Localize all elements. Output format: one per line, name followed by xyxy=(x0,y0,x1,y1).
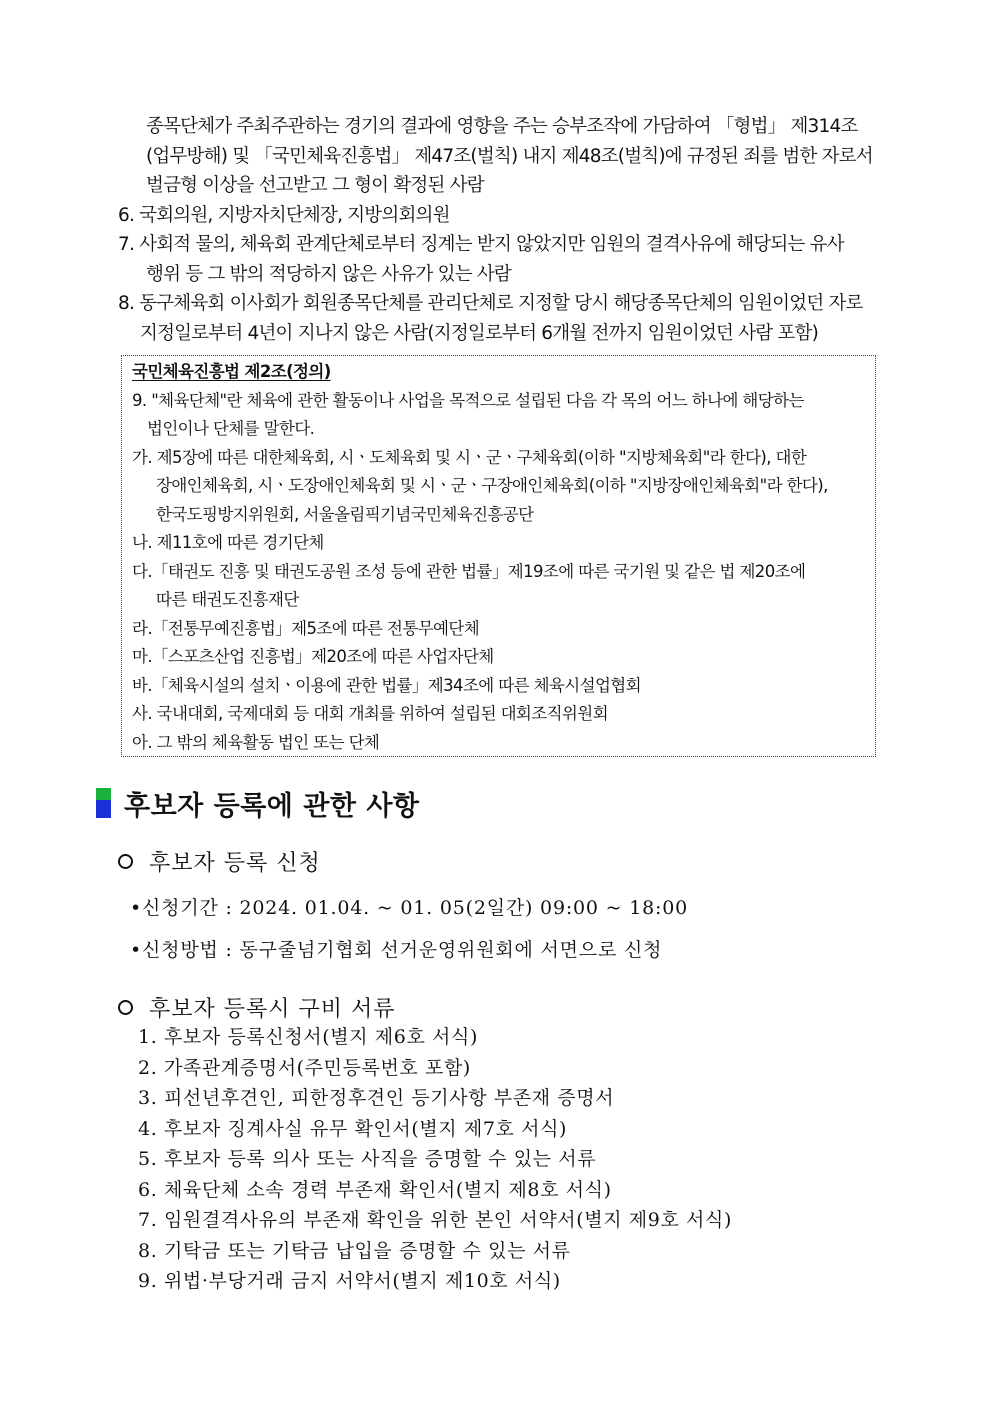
law-line: 사. 국내대회, 국제대회 등 대회 개최를 위하여 설립된 대회조직위원회 xyxy=(132,704,608,723)
clause-line: 벌금형 이상을 선고받고 그 형이 확정된 사람 xyxy=(146,175,484,196)
documents-subheading xyxy=(118,992,396,1023)
clause-item-8: 8. 동구체육회 이사회가 회원종목단체를 관리단체로 지정할 당시 해당종목단체의 임원이었던 자로 xyxy=(118,293,863,314)
disqualification-text xyxy=(118,112,898,348)
circle-bullet-icon xyxy=(118,854,133,869)
documents-heading: 후보자 등록시 구비 서류 xyxy=(149,997,396,1022)
law-line: 9. "체육단체"란 체육에 관한 활동이나 사업을 목적으로 설립된 다음 각 목의 어느 하나에 해당하는 xyxy=(132,390,804,410)
law-line: 한국도핑방지위원회, 서울올림픽기념국민체육진흥공단 xyxy=(156,504,534,524)
registration-heading: 후보자 등록 신청 xyxy=(149,851,321,876)
law-line: 나. 제11호에 따른 경기단체 xyxy=(132,533,324,552)
law-line: 바.「체육시설의 설치ㆍ이용에 관한 법률」제34조에 따른 체육시설업협회 xyxy=(132,675,641,695)
list-item: 3. 피선년후견인, 피한정후견인 등기사항 부존재 증명서 xyxy=(138,1087,615,1109)
list-item: 7. 임원결격사유의 부존재 확인을 위한 본인 서약서(별지 제9호 서식) xyxy=(138,1209,732,1231)
law-box-title: 국민체육진흥법 제2조(정의) xyxy=(132,362,331,381)
clause-line: (업무방해) 및 「국민체육진흥법」 제47조(벌칙) 내지 제48조(벌칙)에 규정된 죄를 범한 자로서 xyxy=(146,145,873,167)
list-item: 4. 후보자 징계사실 유무 확인서(별지 제7호 서식) xyxy=(138,1117,568,1140)
clause-line: 종목단체가 주최주관하는 경기의 결과에 영향을 주는 승부조작에 가담하여 「형법」 제314조 xyxy=(146,116,858,137)
clause-item-6: 6. 국회의원, 지방자치단체장, 지방의회의원 xyxy=(118,204,450,226)
circle-bullet-icon xyxy=(118,1000,133,1015)
registration-subheading xyxy=(118,846,321,877)
clause-item-8-cont: 지정일로부터 4년이 지나지 않은 사람(지정일로부터 6개월 전까지 임원이었던 사람 포함) xyxy=(140,322,818,344)
clause-item-7-cont: 행위 등 그 밖의 적당하지 않은 사유가 있는 사람 xyxy=(146,263,511,285)
law-line: 마.「스포츠산업 진흥법」제20조에 따른 사업자단체 xyxy=(132,647,494,666)
section-title: 후보자 등록에 관한 사항 xyxy=(124,790,420,822)
registration-method: •신청방법 : 동구줄넘기협회 선거운영위원회에 서면으로 신청 xyxy=(130,939,663,961)
required-documents-list xyxy=(138,1022,732,1297)
list-item: 8. 기탁금 또는 기탁금 납입을 증명할 수 있는 서류 xyxy=(138,1239,571,1262)
law-line: 라.「전통무예진흥법」제5조에 따른 전통무예단체 xyxy=(132,618,480,638)
section-marker-icon xyxy=(96,788,111,818)
section-header xyxy=(96,786,420,820)
law-line: 가. 제5장에 따른 대한체육회, 시ㆍ도체육회 및 시ㆍ군ㆍ구체육회(이하 "지방체육회"라 한다), 대한 xyxy=(132,447,807,467)
law-line: 장애인체육회, 시ㆍ도장애인체육회 및 시ㆍ군ㆍ구장애인체육회(이하 "지방장애인체육회"라 한다), xyxy=(156,476,828,495)
registration-period: •신청기간 : 2024. 01.04. ~ 01. 05(2일간) 09:00 ~ 18:00 xyxy=(130,897,688,919)
law-reference-box xyxy=(121,355,876,757)
clause-item-7: 7. 사회적 물의, 체육회 관계단체로부터 징계는 받지 않았지만 임원의 결격사유에 해당되는 유사 xyxy=(118,234,844,255)
law-line: 다.「태권도 진흥 및 태권도공원 조성 등에 관한 법률」제19조에 따른 국기원 및 같은 법 제20조에 xyxy=(132,561,806,581)
law-line: 법인이나 단체를 말한다. xyxy=(147,419,315,438)
list-item: 5. 후보자 등록 의사 또는 사직을 증명할 수 있는 서류 xyxy=(138,1148,597,1170)
list-item: 1. 후보자 등록신청서(별지 제6호 서식) xyxy=(138,1026,478,1048)
list-item: 9. 위법·부당거래 금지 서약서(별지 제10호 서식) xyxy=(138,1270,561,1292)
law-line: 따른 태권도진흥재단 xyxy=(156,590,299,609)
law-line: 아. 그 밖의 체육활동 법인 또는 단체 xyxy=(132,732,380,752)
list-item: 6. 체육단체 소속 경력 부존재 확인서(별지 제8호 서식) xyxy=(138,1178,612,1201)
list-item: 2. 가족관계증명서(주민등록번호 포함) xyxy=(138,1056,471,1079)
